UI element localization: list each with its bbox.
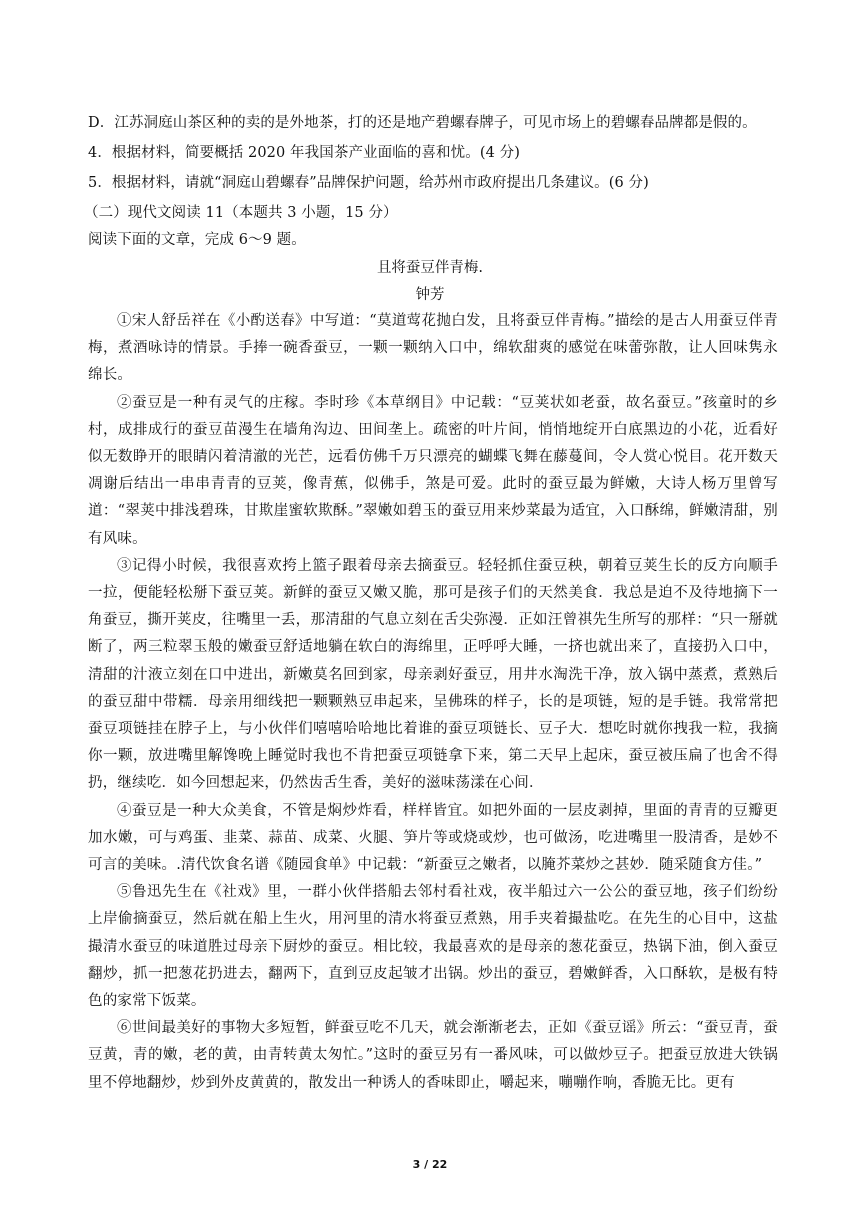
article-paragraph-5: ⑤鲁迅先生在《社戏》里，一群小伙伴搭船去邻村看社戏，夜半船过六一公公的蚕豆地，孩子们纷纷上岸偷摘蚕豆，然后就在船上生火，用河里的清水将蚕豆煮熟，用手夹着撮盐吃。在先生的心目中，这盐撮清水蚕豆的味道胜过母亲下厨炒的蚕豆。相比较，我最喜欢的是母亲的葱花蚕豆，热锅下油，倒入蚕豆翻炒，抓一把葱花扔进去，翻两下，直到豆皮起皱才出锅。炒出的蚕豆，碧嫩鲜香，入口酥软，是极有特色的家常下饭菜。	[88, 884, 778, 1010]
article-author: 钟芳	[415, 287, 445, 303]
question-5: 5．根据材料，请就“洞庭山碧螺春”品牌保护问题，给苏州市政府提出几条建议。(6 分)	[88, 175, 649, 191]
article-paragraph-1: ①宋人舒岳祥在《小酌送春》中写道：“莫道莺花抛白发，且将蚕豆伴青梅。”描绘的是古人用蚕豆伴青梅，煮酒咏诗的情景。手捧一碗香蚕豆，一颗一颗纳入口中，绵软甜爽的感觉在味蕾弥散，让人回味隽永绵长。	[88, 313, 778, 384]
page-number: 3 / 22	[412, 1158, 448, 1171]
article-paragraph-6: ⑥世间最美好的事物大多短暂，鲜蚕豆吃不几天，就会渐渐老去，正如《蚕豆谣》所云：“蚕豆青，蚕豆黄，青的嫩，老的黄，由青转黄太匆忙。”这时的蚕豆另有一番风味，可以做炒豆子。把蚕豆放进大铁锅里不停地翻炒，炒到外皮黄黄的，散发出一种诱人的香味即止，嚼起来，嘣嘣作响，香脆无比。更有	[88, 1020, 778, 1091]
article-paragraph-3: ③记得小时候，我很喜欢挎上篮子跟着母亲去摘蚕豆。轻轻抓住蚕豆秧，朝着豆荚生长的反方向顺手一拉，便能轻松掰下蚕豆荚。新鲜的蚕豆又嫩又脆，那可是孩子们的天然美食．我总是迫不及待地摘下一角蚕豆，撕开荚皮，往嘴里一丢，那清甜的气息立刻在舌尖弥漫．正如汪曾祺先生所写的那样：“只一掰就断了，两三粒翠玉般的嫩蚕豆舒适地躺在软白的海绵里，正呼呼大睡，一挤也就出来了，直接扔入口中，清甜的汁液立刻在口中进出，新嫩莫名回到家，母亲剥好蚕豆，用井水淘洗干净，放入锅中蒸煮，煮熟后的蚕豆甜中带糯．母亲用细线把一颗颗熟豆串起来，呈佛珠的样子，长的是项链，短的是手链。我常常把蚕豆项链挂在脖子上，与小伙伴们嘻嘻哈哈地比着谁的蚕豆项链长、豆子大．想吃时就你拽我一粒，我摘你一颗，放进嘴里解馋晚上睡觉时我也不肯把蚕豆项链拿下来，第二天早上起床，蚕豆被压扁了也舍不得扔，继续吃．如今回想起来，仍然齿舌生香，美好的滋味荡漾在心间．	[88, 557, 778, 792]
question-option-d: D．江苏洞庭山茶区种的卖的是外地茶，打的还是地产碧螺春牌子，可见市场上的碧螺春品牌都是假的。	[88, 115, 757, 131]
reading-instruction: 阅读下面的文章，完成 6～9 题。	[88, 232, 306, 248]
question-4: 4．根据材料，简要概括 2020 年我国茶产业面临的喜和忧。(4 分)	[88, 145, 520, 161]
section-heading: （二）现代文阅读 11（本题共 3 小题，15 分）	[84, 205, 398, 221]
article-body	[88, 308, 778, 1097]
article-title: 且将蚕豆伴青梅.	[376, 260, 484, 276]
article-paragraph-4: ④蚕豆是一种大众美食，不管是焖炒炸看，样样皆宜。如把外面的一层皮剥掉，里面的青青的豆瓣更加水嫩，可与鸡蛋、韭菜、蒜苗、成菜、火腿、笋片等或烧或炒，也可做汤，吃进嘴里一股清香，是妙不可言的美味。.清代饮食名谱《随园食单》中记载：“新蚕豆之嫩者，以腌芥菜炒之甚妙．随采随食方佳。”	[88, 802, 778, 874]
article-paragraph-2: ②蚕豆是一种有灵气的庄稼。李时珍《本草纲目》中记载：“豆荚状如老蚕，故名蚕豆。”孩童时的乡村，成排成行的蚕豆苗漫生在墙角沟边、田间垄上。疏密的叶片间，悄悄地绽开白底黑边的小花，近看好似无数睁开的眼睛闪着清澈的光芒，远看仿佛千万只漂亮的蝴蝶飞舞在藤蔓间，令人赏心悦目。花开数天凋谢后结出一串串青青的豆荚，像青蕉，似佛手，煞是可爱。此时的蚕豆最为鲜嫩，大诗人杨万里曾写道：“翠荚中排浅碧珠，甘欺崖蜜软欺酥。”翠嫩如碧玉的蚕豆用来炒菜最为适宜，入口酥绵，鲜嫩清甜，别有风味。	[88, 394, 778, 547]
